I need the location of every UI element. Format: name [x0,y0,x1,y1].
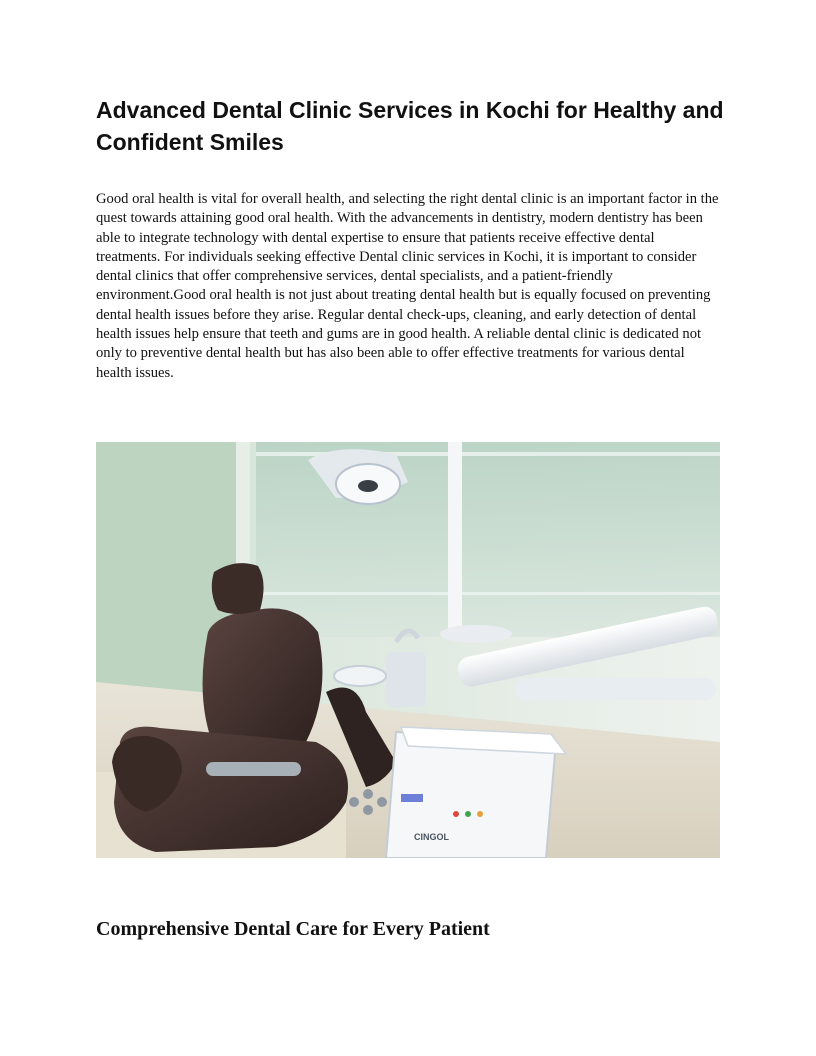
chair-headrest [212,563,264,614]
page-title: Advanced Dental Clinic Services in Kochi for Healthy and Confident Smiles [96,97,724,155]
section-heading: Comprehensive Dental Care for Every Patient [96,918,490,940]
chair-backrest [203,608,323,752]
intro-paragraph: Good oral health is vital for overall health, and selecting the right dental clinic is an important factor in the quest towards attaining good oral health. With the advancements in dentistry, modern dentistry has been able to integrate technology with dental expertise to ensure that patients receive effective dental treatments. For individuals seeking effective Dental clinic services in Kochi, it is important to consider dental clinics that offer comprehensive services, dental specialists, and a patient-friendly environment.Good oral health is not just about treating dental health but is equally focused on preventing dental health issues before they arise. Regular dental check-ups, cleaning, and early detection of dental health issues help ensure that teeth and gums are in good health. A reliable dental clinic is dedicated not only to preventive dental health but has also been able to offer effective treatments for various dental health issues. [96,191,719,381]
dental-chair-photo [96,442,720,858]
tray-brand-label: CINGOL [414,832,449,842]
